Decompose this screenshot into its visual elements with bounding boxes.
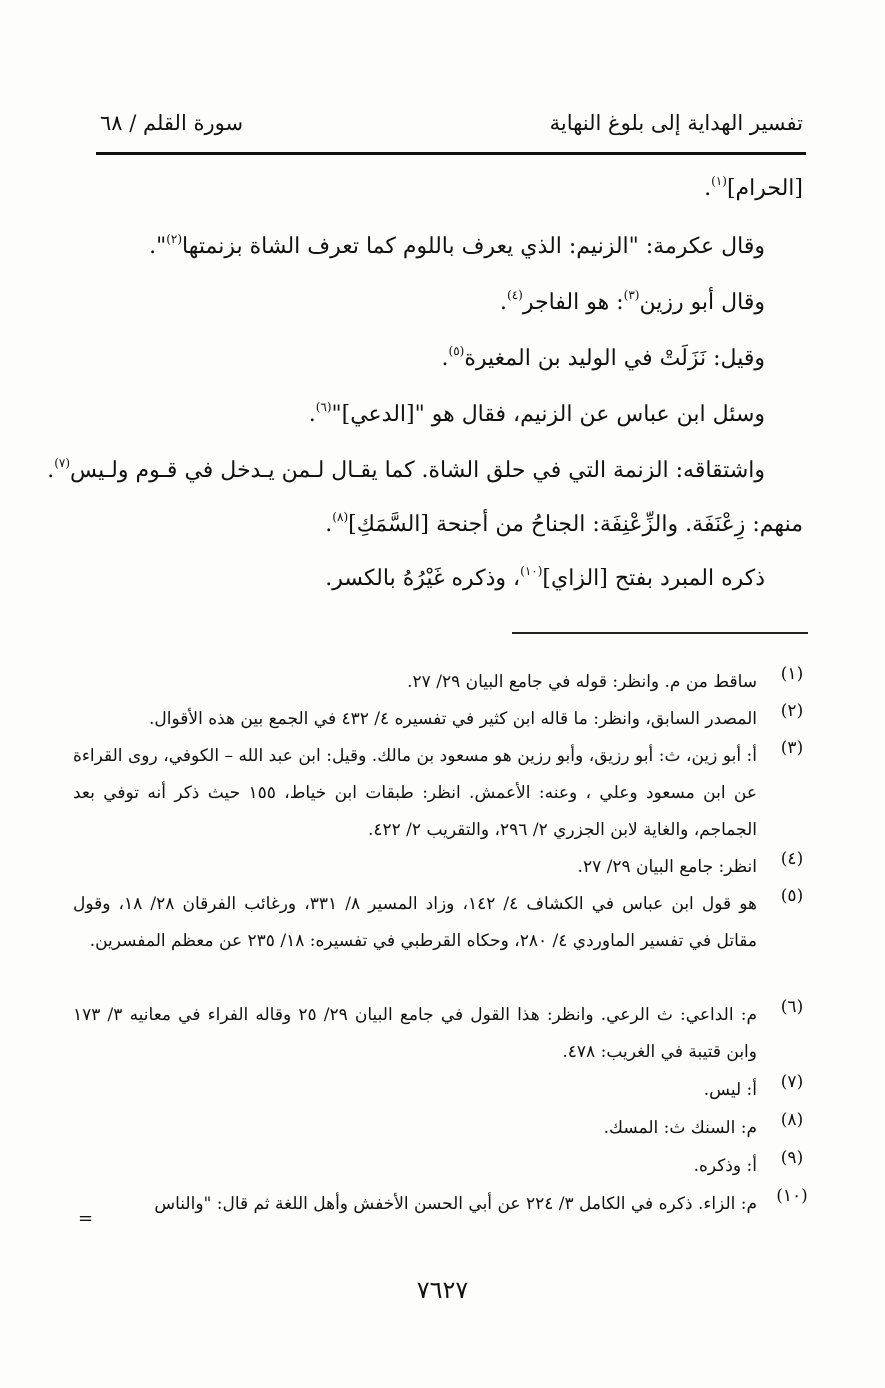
footnote-number: (٥) bbox=[780, 886, 804, 906]
main-line-text: وقال أبو رزين bbox=[639, 290, 765, 315]
footnote-ref: (٤) bbox=[507, 288, 523, 302]
footnote-text: م: الداعي: ث الرعي. وانظر: هذا القول في جامع البيان ٢٩/ ٢٥ وقاله الفراء في معانيه ٣/ ١٧٣ وابن قتيبة في الغريب: ٤٧٨. bbox=[73, 1005, 757, 1062]
main-line-text: : هو الفاجر bbox=[522, 290, 624, 315]
main-line-text: ". bbox=[149, 234, 167, 259]
footnote-number: (٩) bbox=[780, 1148, 804, 1168]
footnote-number: (١٠) bbox=[776, 1186, 808, 1206]
footnote-number: (٦) bbox=[780, 997, 804, 1017]
footnote-ref: (٥) bbox=[448, 344, 465, 358]
main-line-text: . bbox=[704, 176, 712, 201]
main-line bbox=[149, 234, 765, 259]
main-line bbox=[325, 512, 803, 537]
footnote-ref: (١) bbox=[711, 174, 727, 188]
footnote-number: (١) bbox=[780, 664, 804, 684]
footnote-number: (٢) bbox=[780, 701, 804, 721]
main-line-text: واشتقاقه: الزنمة التي في حلق الشاة. كما يقـال لـمن يـدخل في قـوم ولـيس bbox=[70, 458, 765, 483]
main-line-text: ذكره bbox=[721, 566, 765, 591]
main-line bbox=[309, 402, 765, 427]
footnote-separator bbox=[512, 632, 808, 634]
footnote-ref: (١٠) bbox=[520, 564, 543, 578]
footnote-ref: (٦) bbox=[315, 400, 332, 414]
main-line-text: وقيل: نَزَلَتْ في الوليد بن المغيرة bbox=[464, 346, 765, 371]
footnote-number: (٣) bbox=[780, 738, 804, 758]
main-line bbox=[500, 290, 765, 315]
main-line-text: وقال عكرمة: "الزنيم: الذي يعرف باللوم كما تعرف الشاة بزنمتها bbox=[182, 234, 765, 259]
main-line-text: منهم: زِعْنَفَة. والزِّعْنِفَة: الجناحُ من أجنحة [السَّمَكِ] bbox=[348, 512, 803, 537]
footnote-text: أ: أبو زين، ث: أبو رزيق، وأبو رزين هو مسعود بن مالك. وقيل: ابن عبد الله – الكوفي، روى القراءة عن ابن مسعود وعلي ، وعنه: الأعمش. انظر: طبقات ابن خياط، ١٥٥ حيث ذكر أنه توفي بعد الجماجم، والغاية لابن الجزري ٢/ ٢٩٦، والتقريب ٢/ ٤٢٢. bbox=[73, 746, 757, 840]
footnote-ref: (٧) bbox=[54, 456, 71, 470]
footnote-number: (٨) bbox=[780, 1110, 804, 1130]
main-line bbox=[325, 566, 765, 591]
footnote-ref: (٢) bbox=[166, 232, 183, 246]
running-header-book-title: تفسير الهداية إلى بلوغ النهاية bbox=[549, 111, 803, 135]
main-line-text: . bbox=[308, 402, 316, 427]
main-line-text: ، وذكره غَيْرُهُ بالكسر. bbox=[325, 566, 521, 591]
main-line-text: . bbox=[441, 346, 449, 371]
footnote-text: أ: وذكره. bbox=[693, 1156, 757, 1176]
footnote-text: انظر: جامع البيان ٢٩/ ٢٧. bbox=[577, 857, 757, 877]
main-line-text: . bbox=[325, 512, 333, 537]
main-line-text: . bbox=[500, 290, 508, 315]
header-rule bbox=[96, 152, 806, 155]
footnote-text: المصدر السابق، وانظر: ما قاله ابن كثير في تفسيره ٤/ ٤٣٢ في الجمع بين هذه الأقوال. bbox=[149, 709, 757, 729]
footnote-text: م: الزاء. ذكره في الكامل ٣/ ٢٢٤ عن أبي الحسن الأخفش وأهل اللغة ثم قال: "والناس bbox=[154, 1194, 757, 1214]
footnote-text: م: السنك ث: المسك. bbox=[603, 1118, 757, 1138]
main-line-text: . bbox=[47, 458, 55, 483]
main-line-text: وسئل ابن عباس عن الزنيم، فقال هو "[الدعي]" bbox=[331, 402, 765, 427]
continuation-mark: = bbox=[78, 1208, 94, 1229]
main-line-text: [الحرام] bbox=[726, 176, 803, 201]
footnote-text: ساقط من م. وانظر: قوله في جامع البيان ٢٩/ ٢٧. bbox=[407, 672, 757, 692]
footnote-text: هو قول ابن عباس في الكشاف ٤/ ١٤٢، وزاد المسير ٨/ ٣٣١، ورغائب الفرقان ٢٨/ ١٨، وقول مقاتل في تفسير الماوردي ٤/ ٢٨٠، وحكاه القرطبي في تفسيره: ١٨/ ٢٣٥ عن معظم المفسرين. bbox=[73, 894, 757, 951]
main-line-text: المبرد بفتح [الزاي] bbox=[542, 566, 722, 591]
main-line bbox=[442, 346, 765, 371]
main-line bbox=[47, 458, 765, 483]
footnote-ref: (٨) bbox=[332, 510, 349, 524]
footnote-ref: (٣) bbox=[623, 288, 640, 302]
running-header-surah: سورة القلم / ٦٨ bbox=[100, 111, 244, 135]
main-line bbox=[704, 176, 803, 201]
footnote-text: أ: ليس. bbox=[703, 1080, 757, 1100]
page-number: ٧٦٢٧ bbox=[416, 1276, 469, 1304]
footnote-number: (٤) bbox=[780, 849, 804, 869]
footnote-number: (٧) bbox=[780, 1072, 804, 1092]
